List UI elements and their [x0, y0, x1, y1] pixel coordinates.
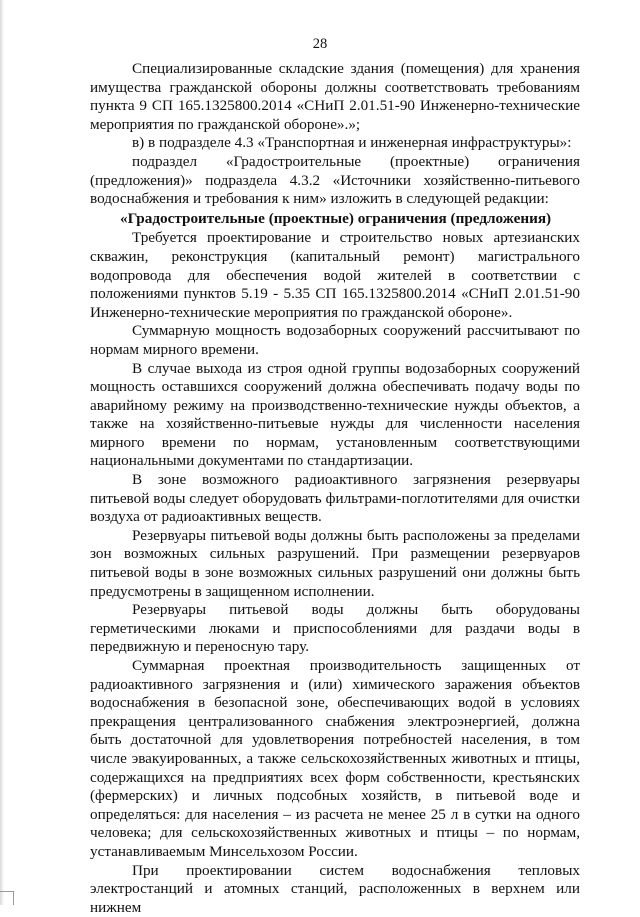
document-body [90, 60, 580, 917]
paragraph-reservoir-hatches: Резервуары питьевой воды должны быть оборудованы герметическими люками и приспособлениями для раздачи воды в передвижную и переносную тару. [90, 601, 580, 656]
page-number: 28 [312, 36, 328, 52]
scan-left-edge [0, 0, 4, 905]
paragraph-power-stations: При проектировании систем водоснабжения тепловых электростанций и атомных станций, расположенных в верхнем или нижнем [90, 861, 580, 916]
paragraph-protected-capacity: Суммарная проектная производительность защищенных от радиоактивного загрязнения и (или) химического заражения объектов водоснабжения в безопасной зоне, обеспечивающих водой в условиях прекращения централизованного снабжения электроэнергией, должна быть достаточной для удовлетворения потребностей населения, в том числе эвакуированных, а также сельскохозяйственных животных и птицы, содержащихся на предприятиях всех форм собственности, крестьянских (фермерских) и личных подсобных хозяйств, в питьевой воде и определяться: для населения – из расчета не менее 25 л в сутки на одного человека; для сельскохозяйственных животных и птицы – по нормам, устанавливаемым Минсельхозом России. [90, 657, 580, 860]
paragraph-artesian-wells: Требуется проектирование и строительство новых артезианских скважин, реконструкция (капитальный ремонт) магистрального водопровода для обеспечения водой жителей в соответствии с положениями пунктов 5.19 - 5.35 СП 165.1325800.2014 «СНиП 2.01.51-90 Инженерно-технические мероприятия по гражданской обороне». [90, 229, 580, 321]
paragraph-subsection-4-3-2: подраздел «Градостроительные (проектные) ограничения (предложения)» подраздела 4.3.2 «Источники хозяйственно-питьевого водоснабжения и требования к ним» изложить в следующей редакции: [90, 152, 580, 208]
paragraph-radioactive-zone: В зоне возможного радиоактивного загрязнения резервуары питьевой воды следует оборудовать фильтрами-поглотителями для очистки воздуха от радиоактивных веществ. [90, 471, 580, 526]
scan-corner-mark [0, 891, 14, 905]
paragraph-subsection-4-3: в) в подразделе 4.3 «Транспортная и инженерная инфраструктуры»: [132, 134, 572, 152]
section-heading: «Градостроительные (проектные) ограничения (предложения) [120, 209, 552, 227]
paragraph-emergency-mode: В случае выхода из строя одной группы водозаборных сооружений мощность оставшихся сооружений должна обеспечивать подачу воды по аварийному режиму на производственно-технические нужды объектов, а также на хозяйственно-питьевые нужды для численности населения мирного времени по нормам, установленным соответствующими национальными документами по стандартизации. [90, 359, 580, 470]
paragraph-total-capacity: Суммарную мощность водозаборных сооружений рассчитывают по нормам мирного времени. [90, 322, 580, 358]
paragraph-reservoir-location: Резервуары питьевой воды должны быть расположены за пределами зон возможных сильных разрушений. При размещении резервуаров питьевой воды в зоне возможных сильных разрушений они должны быть предусмотрены в защищенном исполнении. [90, 526, 580, 600]
paragraph-storage-buildings: Специализированные складские здания (помещения) для хранения имущества гражданской обороны должны соответствовать требованиям пункта 9 СП 165.1325800.2014 «СНиП 2.01.51-90 Инженерно-технические мероприятия по гражданской обороне».»; [90, 60, 580, 133]
